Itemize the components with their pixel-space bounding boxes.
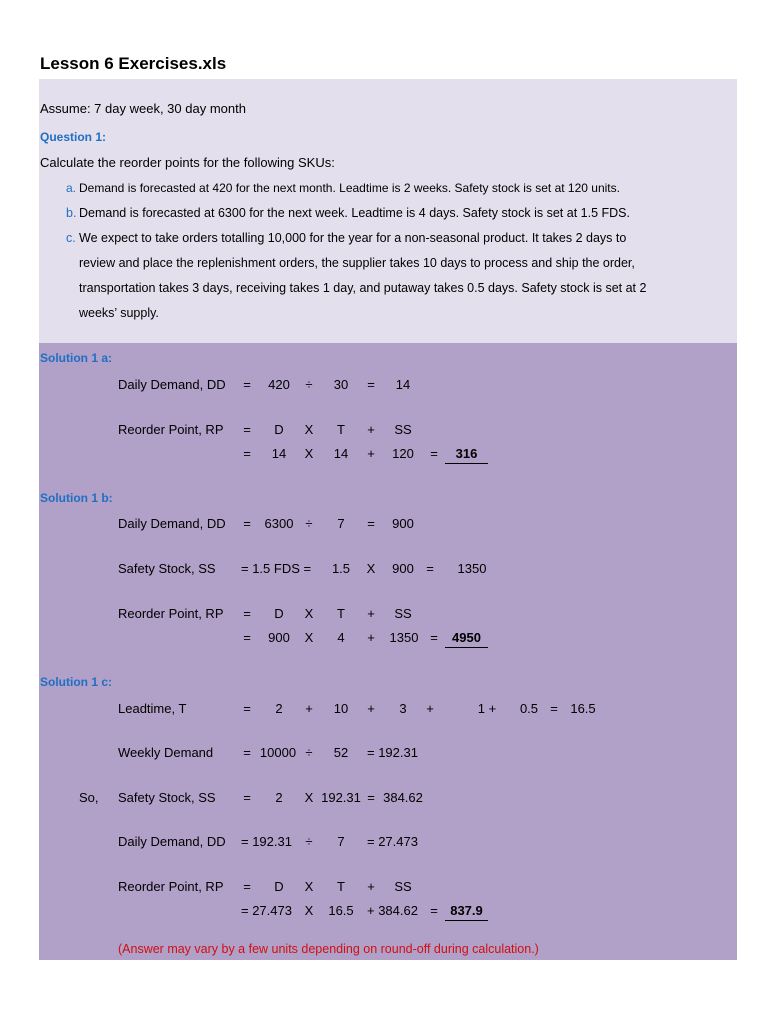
cell: D [274, 422, 284, 437]
item-c-line-2: review and place the replenishment orders, the supplier takes 10 days to process and ship the order, [79, 256, 635, 270]
cell: 52 [333, 745, 349, 760]
cell: 420 [268, 377, 290, 392]
item-b-letter: b. [66, 206, 77, 220]
cell: 900 [392, 561, 414, 576]
cell: SS [394, 422, 412, 437]
cell: = [243, 879, 251, 894]
cell: + [367, 422, 375, 437]
cell: 2 [275, 701, 283, 716]
label: Daily Demand, DD [118, 516, 226, 531]
cell: = 1.5 FDS = [241, 561, 312, 576]
cell: 120 [392, 446, 414, 461]
item-c-letter: c. [66, 231, 76, 245]
cell: ÷ [305, 516, 313, 531]
cell: 2 [275, 790, 283, 805]
cell: = [430, 903, 438, 918]
cell: = [243, 701, 251, 716]
label: Weekly Demand [118, 745, 214, 760]
label: Reorder Point, RP [118, 879, 224, 894]
cell: ÷ [305, 377, 313, 392]
cell: + [367, 606, 375, 621]
answer-1b: 4950 [445, 630, 488, 648]
cell: 1350 [457, 561, 487, 576]
question-heading: Question 1: [40, 130, 107, 144]
item-b-text: Demand is forecasted at 6300 for the next week. Leadtime is 4 days. Safety stock is set at 1.5 FDS. [79, 206, 630, 220]
cell: 900 [392, 516, 414, 531]
cell: = [243, 446, 251, 461]
cell: T [337, 422, 345, 437]
cell: 14 [395, 377, 411, 392]
cell: X [304, 422, 314, 437]
cell: = [367, 516, 375, 531]
cell: + [426, 701, 434, 716]
answer-1a: 316 [445, 446, 488, 464]
solution-1c-heading: Solution 1 c: [40, 675, 112, 689]
answer-1c: 837.9 [445, 903, 488, 921]
cell: = [426, 561, 434, 576]
document-title: Lesson 6 Exercises.xls [40, 54, 227, 73]
cell: 0.5 [519, 701, 539, 716]
cell: + [367, 879, 375, 894]
cell: + [367, 446, 375, 461]
cell: SS [394, 879, 412, 894]
cell: = [243, 630, 251, 645]
cell: T [337, 606, 345, 621]
cell: 10 [333, 701, 349, 716]
label: Reorder Point, RP [118, 606, 224, 621]
cell: 14 [271, 446, 287, 461]
cell: X [304, 446, 314, 461]
cell: = [367, 377, 375, 392]
cell: X [304, 903, 314, 918]
cell: 10000 [259, 745, 297, 760]
cell: 192.31 [321, 790, 361, 805]
cell: X [304, 790, 314, 805]
item-a-text: Demand is forecasted at 420 for the next month. Leadtime is 2 weeks. Safety stock is set at 120 units. [79, 181, 620, 195]
cell: X [304, 879, 314, 894]
cell: 900 [268, 630, 290, 645]
cell: = [243, 422, 251, 437]
cell: = 192.31 [241, 834, 292, 849]
cell: = [243, 790, 251, 805]
label: Daily Demand, DD [118, 377, 226, 392]
cell: 16.5 [570, 701, 596, 716]
cell: T [337, 879, 345, 894]
label: Leadtime, T [118, 701, 187, 716]
cell: = [243, 745, 251, 760]
cell: + [305, 701, 313, 716]
cell: ÷ [305, 745, 313, 760]
so-label: So, [79, 790, 99, 805]
item-c-line-4: weeks’ supply. [79, 306, 159, 320]
cell: = 192.31 [367, 745, 418, 760]
cell: X [304, 630, 314, 645]
cell: SS [394, 606, 412, 621]
cell: ÷ [305, 834, 313, 849]
cell: = [430, 446, 438, 461]
cell: = [430, 630, 438, 645]
cell: = 27.473 [241, 903, 292, 918]
cell: = 27.473 [367, 834, 418, 849]
cell: 4 [337, 630, 345, 645]
solution-1b-heading: Solution 1 b: [40, 491, 113, 505]
cell: 1350 [389, 630, 419, 645]
cell: 3 [399, 701, 407, 716]
cell: X [304, 606, 314, 621]
solution-1a-heading: Solution 1 a: [40, 351, 112, 365]
cell: 1.5 [331, 561, 351, 576]
cell: 14 [333, 446, 349, 461]
question-intro: Calculate the reorder points for the following SKUs: [40, 155, 335, 170]
cell: = [367, 790, 375, 805]
roundoff-note: (Answer may vary by a few units depending on round-off during calculation.) [118, 942, 539, 956]
cell: 30 [333, 377, 349, 392]
cell: D [274, 606, 284, 621]
cell: 7 [337, 516, 345, 531]
label: Safety Stock, SS [118, 561, 216, 576]
cell: D [274, 879, 284, 894]
cell: = [243, 606, 251, 621]
cell: 1 + [477, 701, 497, 716]
assumption-text: Assume: 7 day week, 30 day month [40, 101, 246, 116]
item-a-letter: a. [66, 181, 77, 195]
label: Safety Stock, SS [118, 790, 216, 805]
cell: 7 [337, 834, 345, 849]
cell: = [243, 516, 251, 531]
cell: 16.5 [328, 903, 354, 918]
item-c-line-1: We expect to take orders totalling 10,000 for the year for a non-seasonal product. It takes 2 days to [79, 231, 627, 245]
cell: 384.62 [383, 790, 423, 805]
cell: = [550, 701, 558, 716]
item-c-line-3: transportation takes 3 days, receiving takes 1 day, and putaway takes 0.5 days. Safety stock is set at 2 [79, 281, 647, 295]
label: Daily Demand, DD [118, 834, 226, 849]
cell: 6300 [264, 516, 294, 531]
label: Reorder Point, RP [118, 422, 224, 437]
cell: + [367, 701, 375, 716]
cell: + 384.62 [367, 903, 418, 918]
cell: + [367, 630, 375, 645]
cell: X [366, 561, 376, 576]
cell: = [243, 377, 251, 392]
